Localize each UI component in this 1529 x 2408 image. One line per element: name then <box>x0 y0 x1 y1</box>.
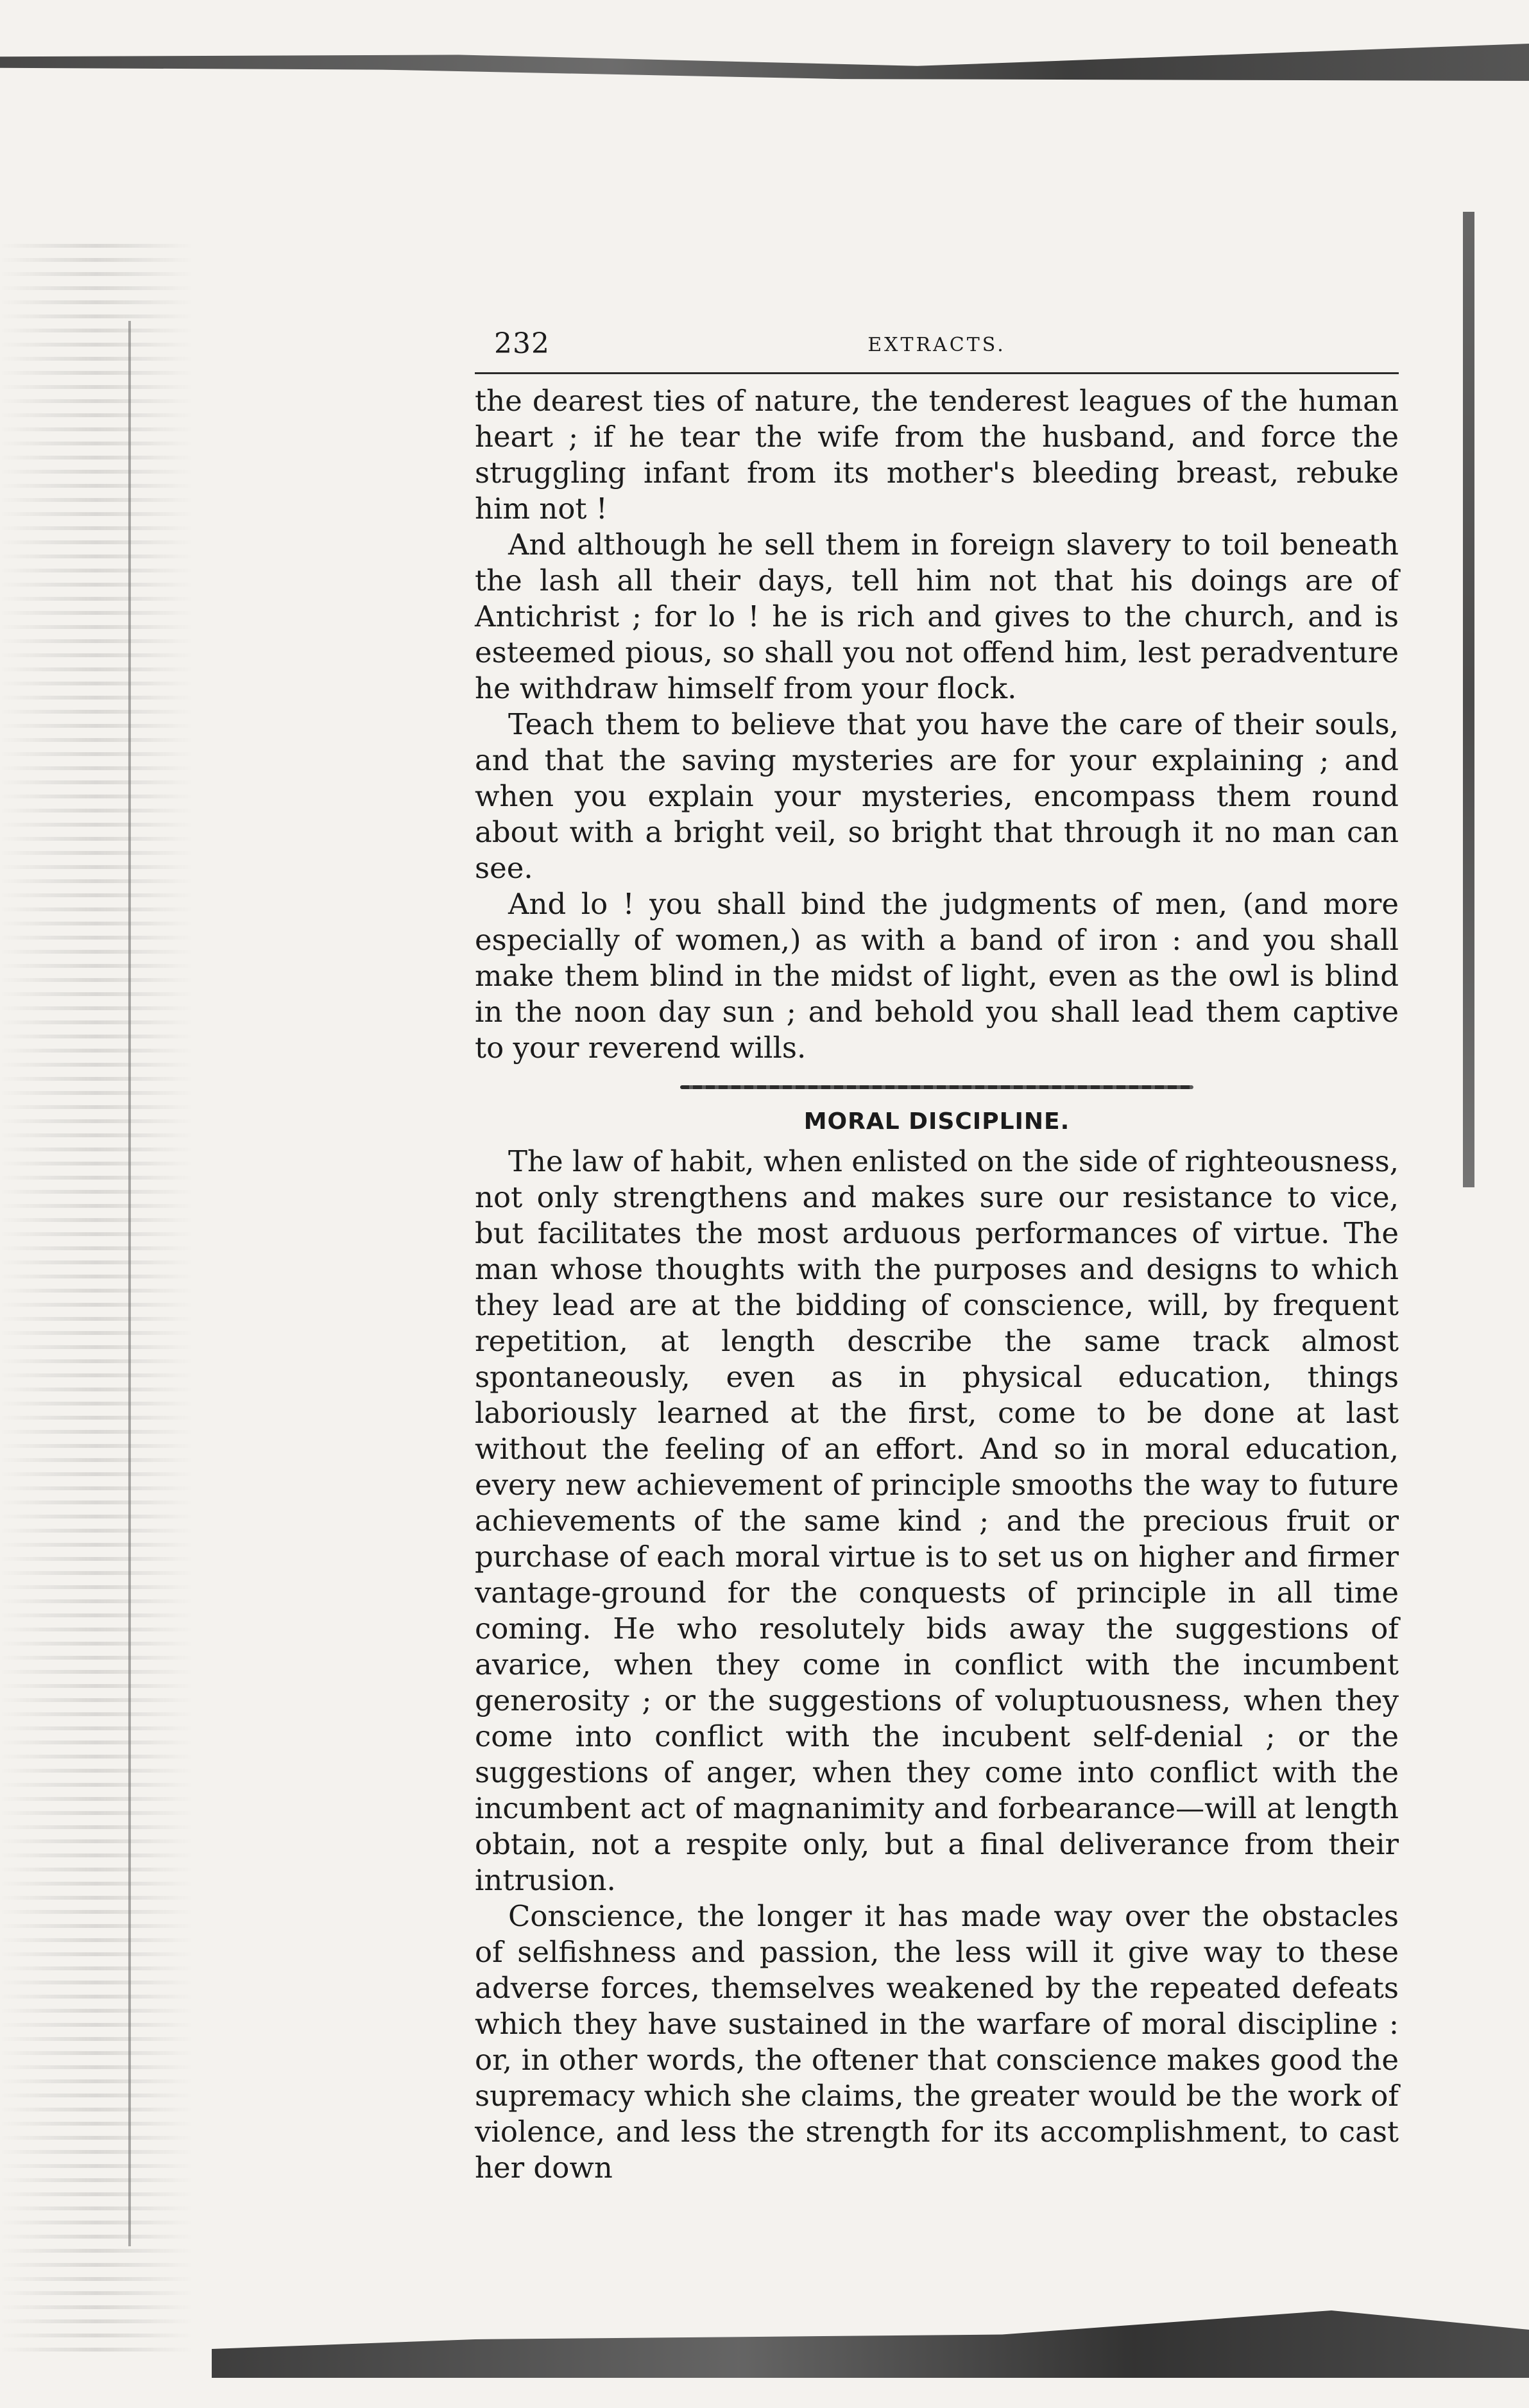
paragraph: And lo ! you shall bind the judgments of men, (and more especially of women,) as with a band of iron : and you shall make them blind in the midst of light, even as the owl is blind in the noon day sun ; and behold you shall lead them captive to your reverend wills. <box>475 887 1399 1065</box>
scan-artifact-right-edge <box>1463 212 1474 1187</box>
scan-artifact-left-rule <box>128 321 131 2246</box>
scan-artifact-top <box>0 44 1529 81</box>
page-number: 232 <box>494 327 550 360</box>
header-rule <box>475 372 1399 374</box>
paragraph-continued: the dearest ties of nature, the tenderest leagues of the human heart ; if he tear the wife from the husband, and force the struggling infant from its mother's bleeding breast, rebuke him not ! <box>475 384 1399 526</box>
book-page <box>475 321 1399 2186</box>
section-divider <box>680 1085 1193 1089</box>
paragraph: Conscience, the longer it has made way over the obstacles of selfishness and passion, the less will it give way to these adverse forces, themselves weakened by the repeated defeats which they have sustained in the warfare of moral discipline : or, in other words, the oftener that conscience makes good the supremacy which she claims, the greater would be the work of violence, and less the strength for its accomplishment, to cast her down <box>475 1899 1399 2185</box>
running-title: EXTRACTS. <box>867 334 1006 356</box>
paragraph: Teach them to believe that you have the care of their souls, and that the saving mysteries are for your explaining ; and when you explain your mysteries, encompass them round about with a bright veil, so bright that through it no man can see. <box>475 707 1399 885</box>
paragraph: The law of habit, when enlisted on the side of righteousness, not only strengthens and makes sure our resistance to vice, but facilitates the most arduous performances of virtue. The man whose thoughts with the purposes and designs to which they lead are at the bidding of conscience, will, by frequent repetition, at length describe the same track almost spontaneously, even as in physical education, things laboriously learned at the first, come to be done at last without the feeling of an effort. And so in moral education, every new achievement of principle smooths the way to future achievements of the same kind ; and the precious fruit or purchase of each moral virtue is to set us on higher and firmer vantage-ground for the conquests of principle in all time coming. He who resolutely bids away the suggestions of avarice, when they come in conflict with the incumbent generosity ; or the suggestions of voluptuousness, when they come into conflict with the incubent self-denial ; or the suggestions of anger, when they come into conflict with the incumbent act of magnanimity and forbearance—will at length obtain, not a respite only, but a final deliverance from their intrusion. <box>475 1144 1399 1897</box>
running-head <box>475 321 1399 372</box>
scan-artifact-left-edge <box>0 244 192 2362</box>
section-title: MORAL DISCIPLINE. <box>803 1108 1070 1135</box>
scan-artifact-bottom <box>212 2282 1529 2378</box>
paragraph: And although he sell them in foreign slavery to toil beneath the lash all their days, tell him not that his doings are of Antichrist ; for lo ! he is rich and gives to the church, and is esteemed pious, so shall you not offend him, lest peradventure he withdraw himself from your flock. <box>475 528 1399 705</box>
